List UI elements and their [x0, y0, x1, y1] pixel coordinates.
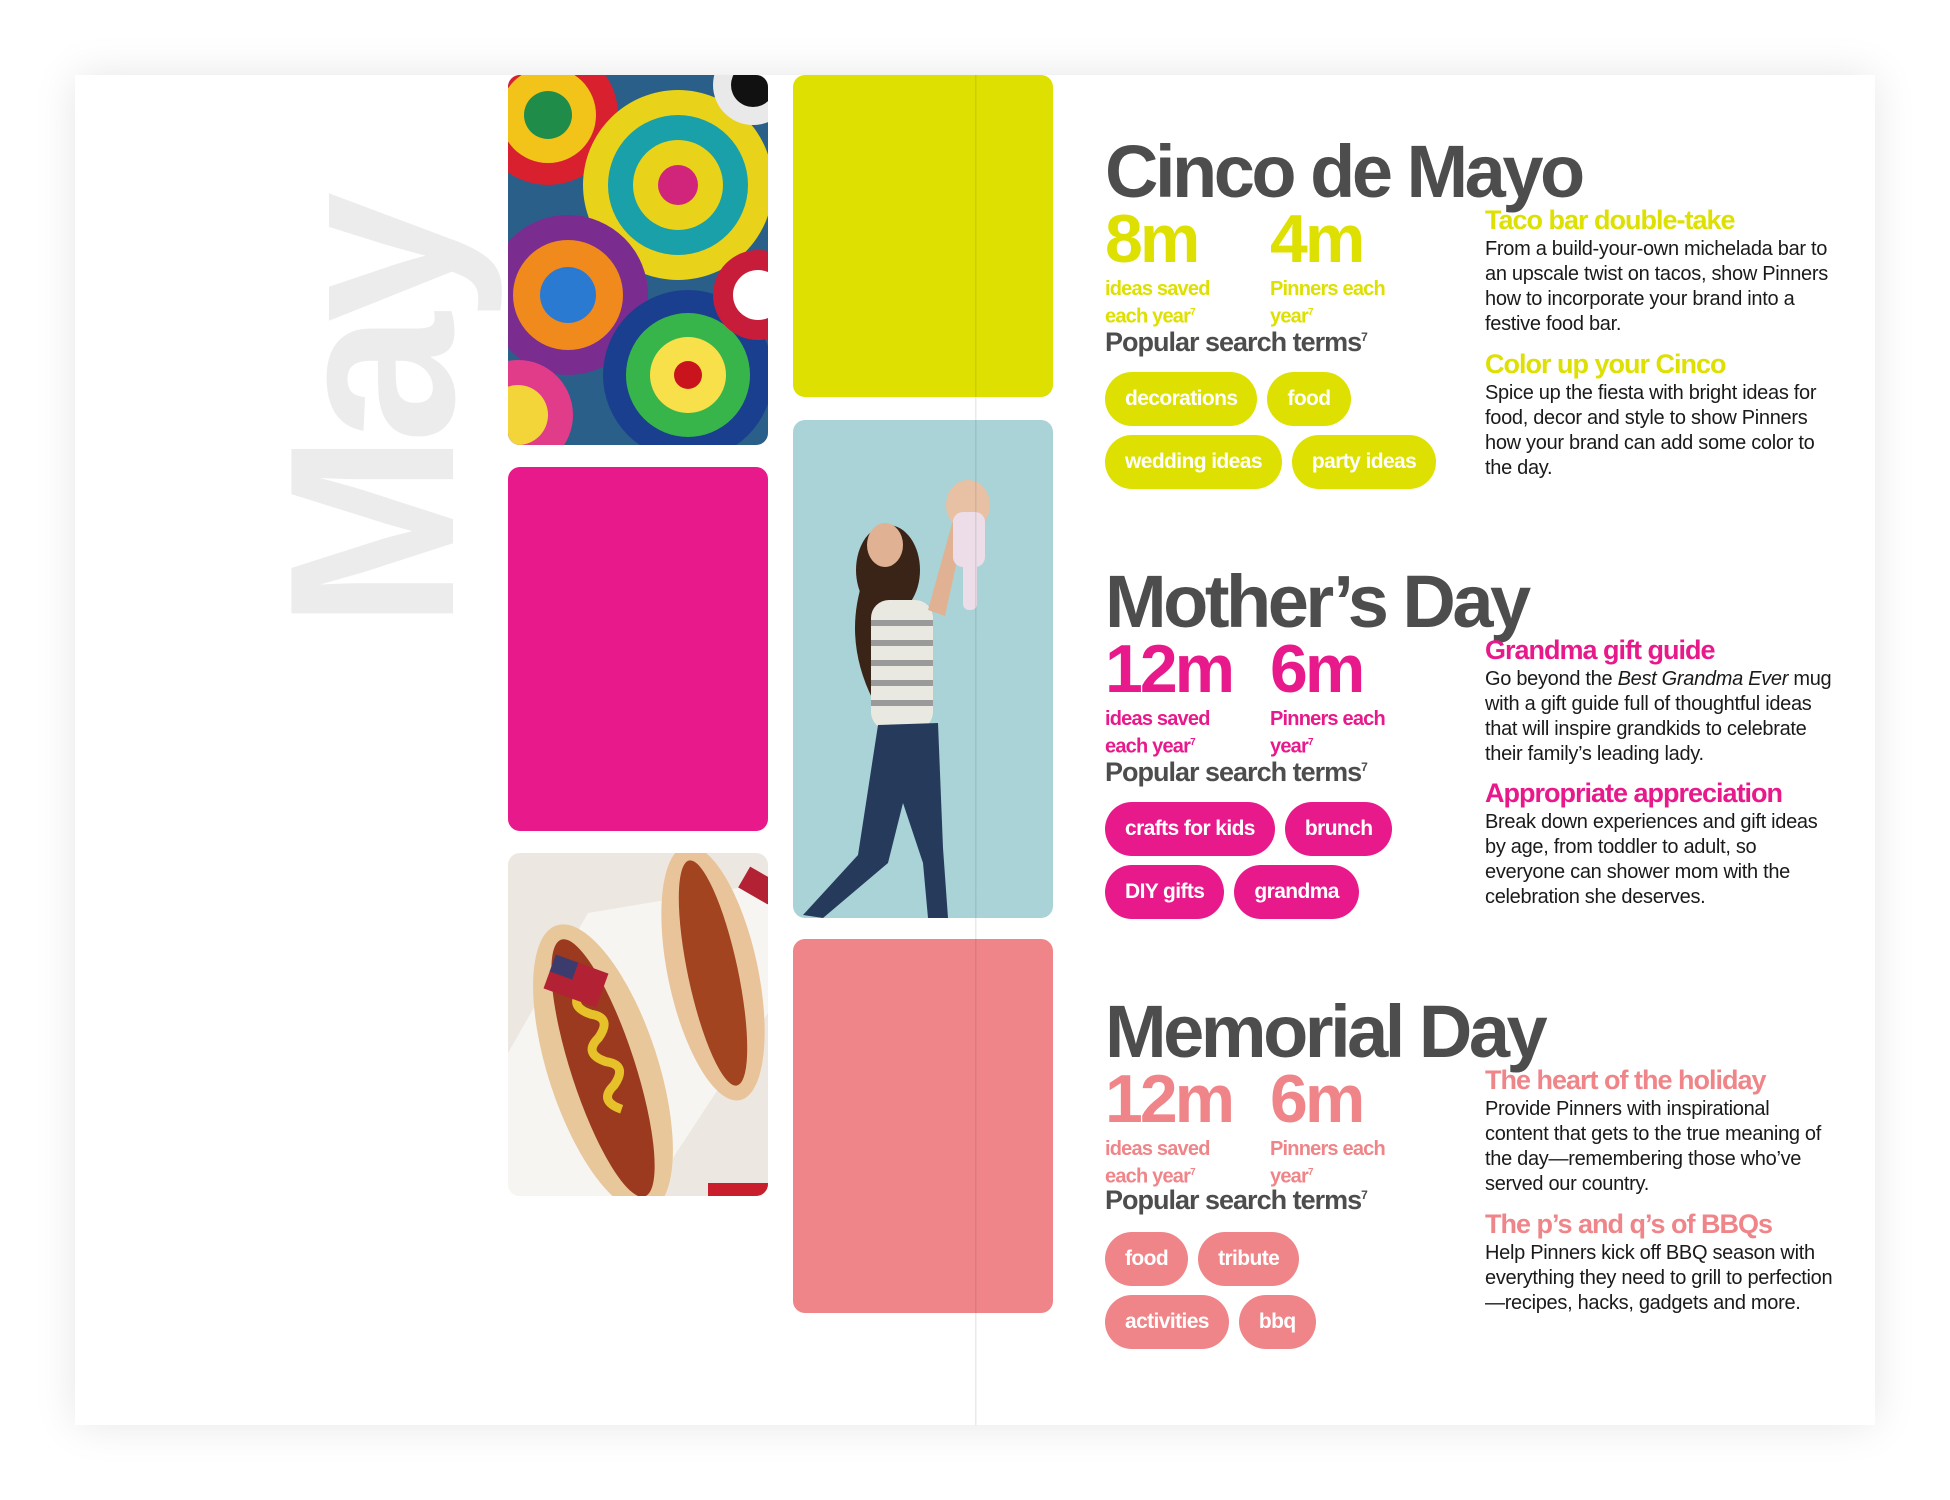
search-terms-row [1105, 372, 1351, 426]
search-term-pill: party ideas [1292, 435, 1436, 489]
hot-dogs-with-flags-photo [508, 853, 768, 1196]
tip-heading: Color up your Cinco [1485, 349, 1726, 379]
search-term-pill: bbq [1239, 1295, 1316, 1349]
search-term-pill: food [1105, 1232, 1188, 1286]
search-terms-row [1105, 1295, 1316, 1349]
magazine-spread [75, 75, 1875, 1425]
search-term-pill: food [1267, 372, 1350, 426]
section-title: Mother’s Day [1105, 560, 1528, 643]
tip-body: Spice up the fiesta with bright ideas for food, decor and style to show Pinners how your brand can add some color to the day. [1485, 382, 1817, 479]
mother-lifting-baby-photo [793, 420, 1053, 918]
search-term-pill: DIY gifts [1105, 865, 1224, 919]
month-label: May [240, 201, 504, 629]
tip-body: From a build-your-own michelada bar to an upscale twist on tacos, show Pinners how to incorporate your brand into a festive food bar. [1485, 238, 1828, 335]
popular-search-label: Popular search terms$^7$ [1105, 327, 1367, 357]
tip-heading: Grandma gift guide [1485, 635, 1715, 665]
search-term-pill: brunch [1285, 802, 1393, 856]
tip-heading: The heart of the holiday [1485, 1065, 1766, 1095]
section-title: Memorial Day [1105, 990, 1545, 1073]
tip-body: Help Pinners kick off BBQ season with everything they need to grill to perfection—recipes, hacks, gadgets and more. [1485, 1242, 1833, 1314]
tip-heading: Taco bar double-take [1485, 205, 1735, 235]
tip-heading: Appropriate appreciation [1485, 778, 1783, 808]
stat-pinners: 6m Pinners each year$^7$ [1270, 631, 1385, 758]
section-memorial-day [1105, 990, 1835, 1375]
search-terms-row [1105, 435, 1436, 489]
tip-block [1485, 205, 1835, 337]
lime-color-block [793, 75, 1053, 397]
tip-block [1485, 1209, 1835, 1316]
search-term-pill: decorations [1105, 372, 1257, 426]
search-terms-row [1105, 1232, 1299, 1286]
stat-ideas-saved: 12m ideas saved each year$^7$ [1105, 1061, 1233, 1188]
coral-color-block [793, 939, 1053, 1313]
section-mothers-day [1105, 560, 1835, 945]
page-gutter [975, 75, 977, 1425]
search-terms-row [1105, 865, 1359, 919]
stat-pinners: 6m Pinners each year$^7$ [1270, 1061, 1385, 1188]
tip-block [1485, 635, 1835, 767]
section-cinco-de-mayo [1105, 130, 1835, 515]
search-term-pill: crafts for kids [1105, 802, 1275, 856]
popular-search-label: Popular search terms$^7$ [1105, 1185, 1367, 1215]
stat-ideas-saved: 8m ideas saved each year$^7$ [1105, 201, 1210, 328]
stat-pinners: 4m Pinners each year$^7$ [1270, 201, 1385, 328]
tip-block [1485, 349, 1835, 481]
tip-block [1485, 778, 1835, 910]
search-term-pill: activities [1105, 1295, 1229, 1349]
tip-body: Go beyond the Best Grandma Ever mug with a gift guide full of thoughtful ideas that will inspire grandkids to celebrate their family’s leading lady. [1485, 668, 1832, 765]
section-title: Cinco de Mayo [1105, 130, 1582, 213]
tip-heading: The p’s and q’s of BBQs [1485, 1209, 1773, 1239]
search-term-pill: wedding ideas [1105, 435, 1282, 489]
search-terms-row [1105, 802, 1392, 856]
search-term-pill: tribute [1198, 1232, 1299, 1286]
tip-body: Provide Pinners with inspirational content that gets to the true meaning of the day—remembering those who’ve served our country. [1485, 1098, 1822, 1195]
painted-plates-photo [508, 75, 768, 445]
tip-block [1485, 1065, 1835, 1197]
tip-body: Break down experiences and gift ideas by age, from toddler to adult, so everyone can shower mom with the celebration she deserves. [1485, 811, 1818, 908]
popular-search-label: Popular search terms$^7$ [1105, 757, 1367, 787]
stat-ideas-saved: 12m ideas saved each year$^7$ [1105, 631, 1233, 758]
search-term-pill: grandma [1234, 865, 1359, 919]
magenta-color-block [508, 467, 768, 831]
